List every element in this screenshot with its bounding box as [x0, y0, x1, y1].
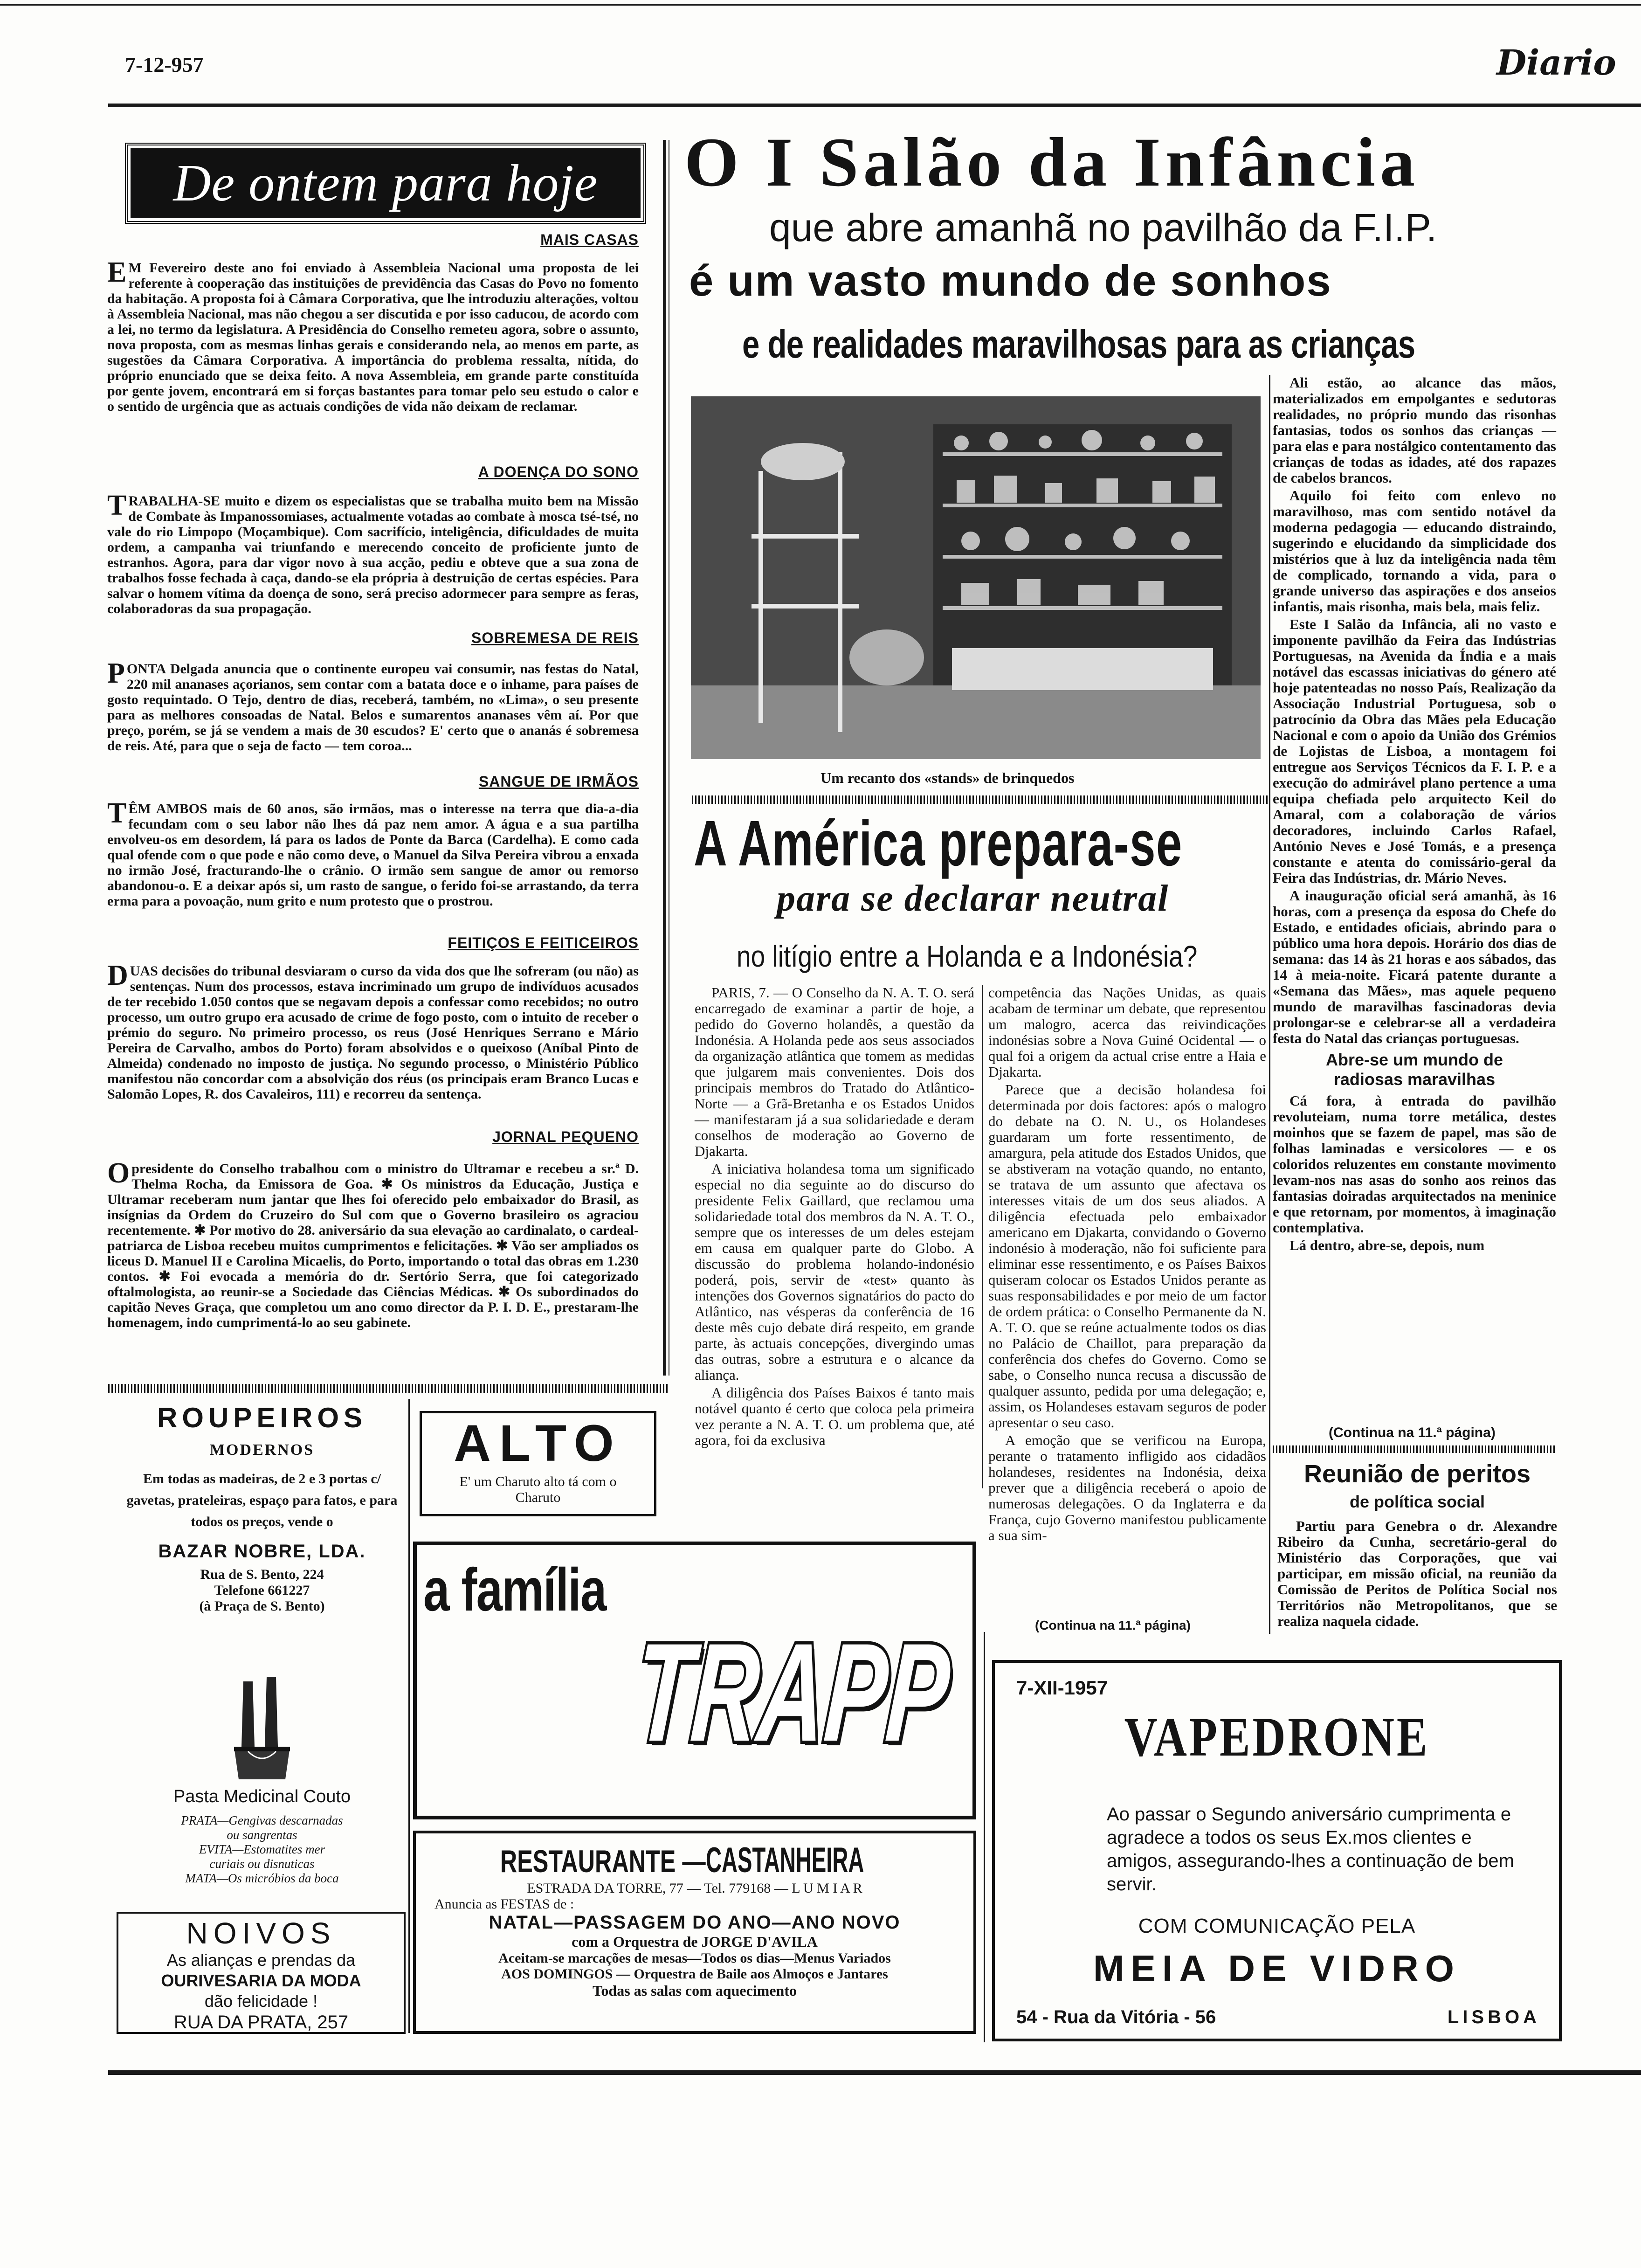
masthead: Diario [1496, 43, 1616, 83]
castanheira-line: Anuncia as FESTAS de : [434, 1896, 574, 1912]
salao-photo-caption: Um recanto dos «stands» de brinquedos [820, 769, 1075, 786]
ad-roupeiros [114, 1399, 410, 1658]
castanheira-line: com a Orquestra de JORGE D'AVILA [572, 1933, 818, 1950]
heading-feiticos: FEITIÇOS E FEITICEIROS [448, 934, 639, 951]
vapedrone-line-2: MEIA DE VIDRO [1093, 1948, 1461, 1989]
article-sobremesa-reis: PONTA Delgada anuncia que o continente europeu vai consumir, nas festas do Natal, 220 mil ananases açorianos, sem contar com a batata doce e o inhame, para países de gosto requintado. O Tejo, dentro de dias, receberá, também, no «Lima», o seu presente para as melhores consoadas de Natal. Belos e sumarentos ananases vêm aí. Por que preço, porém, se já se vendem a mais de 30 escudos? E' certo que o ananás é sobremesa de reis. Até, para que o seja de facto — tem coroa... [107, 657, 639, 754]
heading-mais-casas: MAIS CASAS [540, 231, 639, 248]
couto-line: curiais ou disnuticas [209, 1857, 315, 1871]
article-mais-casas: EM Fevereiro deste ano foi enviado à Assembleia Nacional uma proposta de lei referente à cooperação das instituições de previdência das Casas do Povo no fomento da habitação. A proposta foi à Câmara Corporativa, que lhe introduziu alterações, voltou à Assembleia Nacional, mas não chegou a ser discutida e por isso caducou, de acordo com a lei, no termo da legislatura. A Presidência do Conselho remeteu agora, sobre o assunto, nova proposta, com as mesmas linhas gerais e considerando nela, ao menos em parte, as sugestões da Câmara Corporativa. A importância do problema ressalta, nítida, do próprio enunciado que se deixa feito. A nova Assembleia, em grande parte constituída por gente jovem, encontrará em si forças bastantes para tomar pelo seu estudo o calor e o sentido de urgência que as actuais condições de vida não deixam de reclamar. [107, 256, 639, 414]
article-feiticos: DUAS decisões do tribunal desviaram o curso da vida dos que lhe sofreram (ou não) as sentenças. Num dos processos, estava incriminado um grupo de indivíduos acusados de ter recebido 1.050 contos que se negavam depois a confessar como recebidos; no outro processo, um outro grupo era acusado de crime de fogo posto, com o intuito de receber o prémio do seguro. No primeiro processo, os reus (José Henriques Serrano e Mário Pereira de Carvalho, ambos do Porto) foram absolvidos e o queixoso (Aníbal Pinto de Almeida) condenado no imposto de justiça. No segundo processo, o Ministério Público manifestou não concordar com a absolvição dos réus (os principais eram Branco Lucas e Salomão Lopes, R. dos Cavaleiros, 111) e recorreu da sentença. [107, 960, 639, 1102]
castanheira-title-a: RESTAURANTE — [500, 1844, 706, 1879]
ad-vapedrone [992, 1660, 1562, 2041]
noivos-store: OURIVESARIA DA MODA [161, 1971, 361, 1990]
castanheira-line: AOS DOMINGOS — Orquestra de Baile aos Almoços e Jantares [501, 1966, 888, 1982]
america-headline: A América prepara-se [694, 808, 1183, 879]
castanheira-line: Aceitam-se marcações de mesas—Todos os dias—Menus Variados [498, 1950, 891, 1966]
heading-sangue-irmaos: SANGUE DE IRMÃOS [478, 773, 639, 790]
reuniao-title: Reunião de peritos [1303, 1460, 1531, 1488]
issue-date: 7-12-957 [125, 53, 204, 76]
salao-headline-4: e de realidades maravilhosas para as crianças [742, 322, 1415, 366]
ad-alto [420, 1411, 656, 1516]
salao-paragraph: Lá dentro, abre-se, depois, num [1289, 1237, 1485, 1253]
america-paragraph: Parece que a decisão holandesa foi determinada por dois factores: após o malogro do debate na O. N. U., os Holandeses guardaram um forte ressentimento, de amargura, pela atitude dos Estados Unidos, que se abstiveram na votação quando, no entanto, se tratava de um assunto que afectava os interesses vitais de um dos seus aliados. A diligência efectuada pelo embaixador americano em Djakarta, convidando o Governo indonésio à moderação, não foi suficiente para eliminar esse ressentimento, e os Países Baixos quiseram colocar os Estados Unidos perante as suas responsabilidades e por meio de um factor de ordem prática: o Conselho Permanente da N. A. T. O. que se reúne actualmente todos os dias no Palácio de Chaillot, para preparação da conferência dos chefes do Governo. Como se sabe, o Conselho nunca recusa a discussão de qualquer assunto, pedida por uma delegação; e, assim, os Holandeses estavam seguros de poder apresentar o seu caso. [988, 1081, 1266, 1431]
reuniao-text: Partiu para Genebra o dr. Alexandre Ribeiro da Cunha, secretário-geral do Ministério das Corporações, que vai participar, em missão oficial, na reunião da Comissão de Peritos de Política Social nos Territórios não Metropolitanos, que se realiza naquela cidade. [1277, 1518, 1557, 1629]
toothpaste-icon [215, 1677, 309, 1784]
america-paragraph: A emoção que se verificou na Europa, perante o tratamento infligido aos cidadãos holandeses, residentes na Indonésia, deixa prever que a diligência receberá o apoio de numerosas delegações. O da Inglaterra e da França, cujo Governo manifestou publicamente a sua sim- [988, 1432, 1266, 1543]
america-question: no litígio entre a Holanda e a Indonésia? [737, 940, 1198, 973]
roupeiros-subtitle: MODERNOS [209, 1441, 315, 1459]
salao-paragraph: Aquilo foi feito com enlevo no maravilhoso, mas com sentido notável da moderna pedagogia — educando distraindo, sugerindo e elucidando da simplicidade dos mistérios que à luz da inteligência nada têm de complicado, tornando a vida, para o grande universo das aspirações e dos anseios infantis, mais risonha, mais bela, mais feliz. [1273, 487, 1556, 615]
ad-trapp [413, 1542, 976, 1819]
salao-subheadline: que abre amanhã no pavilhão da F.I.P. [769, 206, 1437, 249]
salao-paragraph: Cá fora, à entrada do pavilhão revoluteiam, numa torre metálica, destes moinhos que se fazem de papel, mas são de folhas laminadas e versicolores — e os coloridos reluzentes em constante movimento levam-nos nas asas do sonho aos reinos das fantasias doiradas arquitectados na meninice e que retornam, por momentos, à imaginação contemplativa. [1273, 1093, 1556, 1236]
couto-line: PRATA—Gengivas descarnadas [181, 1813, 343, 1827]
salao-headline: O I Salão da Infância [684, 124, 1420, 201]
noivos-address: RUA DA PRATA, 257 [173, 2012, 349, 2033]
america-column-2 [988, 985, 1266, 1545]
america-paragraph: A diligência dos Países Baixos é tanto mais notável quanto é certo que coloca pela primeira vez perante a N. A. T. O. um problema que, até agora, foi da exclusiva [695, 1384, 974, 1448]
ad-couto [114, 1677, 410, 1905]
vapedrone-text: Ao passar o Segundo aniversário cumprimenta e agradece a todos os seus Ex.mos clientes e amigos, assegurando-lhes a continuação de bem servir. [1107, 1804, 1514, 1895]
alto-text: E' um Charuto alto tá com o Charuto [459, 1474, 617, 1505]
roupeiros-text: Em todas as madeiras, de 2 e 3 portas c/ gavetas, prateleiras, espaço para fatos, e para todos os preços, vende o [126, 1471, 398, 1529]
vapedrone-title: VAPEDRONE [1124, 1706, 1430, 1768]
couto-name: Pasta Medicinal Couto [173, 1787, 351, 1806]
salao-subhead: Abre-se um mundo de radiosas maravilhas [1325, 1050, 1503, 1089]
vapedrone-line: COM COMUNICAÇÃO PELA [1138, 1915, 1416, 1937]
salao-paragraph: Ali estão, ao alcance das mãos, materializados em empolgantes e sedutoras realidades, no próprio mundo das risonhas fantasias, todos os sonhos das crianças — para elas e para nostálgico contentamento das crianças de todas as idades, até dos rapazes de cabelos brancos. [1273, 374, 1556, 486]
trapp-line-1: a família [423, 1556, 606, 1624]
noivos-title: NOIVOS [186, 1916, 336, 1950]
salao-paragraph: Este I Salão da Infância, ali no vasto e imponente pavilhão da Feira das Indústrias Portuguesas, na Avenida da Índia e a mais notável das escassas iniciativas do género até hoje patenteadas no nosso País, Realização da Associação Industrial Portuguesa, sob o patrocínio da Obra das Mães pela Educação Nacional e com o apoio da União dos Grémios de Lojistas de Lisboa, a montagem foi entregue aos Serviços Técnicos da F. I. P. e a execução do admirável plano pertence a uma equipa chefiada pelo arquitecto Keil do Amaral, com a colaboração de vários decoradores, incluindo Carlos Rafael, António Neves e José Tomás, e a presença constante e atenta do comissário-geral da Feira das Indústrias, dr. Mário Neves. [1273, 616, 1556, 886]
noivos-line: dão felicidade ! [204, 1991, 318, 2011]
salao-continued: (Continua na 11.ª página) [1329, 1425, 1496, 1440]
ad-noivos [117, 1912, 406, 2034]
vapedrone-date: 7-XII-1957 [1016, 1677, 1108, 1699]
couto-line: ou sangrentas [227, 1828, 297, 1842]
america-paragraph: A iniciativa holandesa toma um significado especial no dia seguinte ao do discurso do presidente Felix Gaillard, que reclamou uma solidariedade total dos membros da N. A. T. O., sempre que os interesses de um deles estejam em causa em qualquer parte do Globo. A discussão do problema holando-indonésio poderá, pois, servir de «test» quanto às intenções dos Governos signatários do pacto do Atlântico, nas vésperas da conferência de 16 deste mês cujo debate dirá respeito, em grande parte, às actuais concepções, divergindo umas das outras, sobre a estrutura e o alcance da aliança. [695, 1161, 974, 1383]
roupeiros-title: ROUPEIROS [157, 1402, 367, 1433]
couto-line: MATA—Os micróbios da boca [185, 1871, 339, 1885]
america-paragraph: competência das Nações Unidas, as quais acabam de terminar um debate, que representou um malogro, acerca das reivindicações indonésias sobre a Nova Guiné Ocidental — o qual foi a origem da actual crise entre a Haia e Djakarta. [988, 984, 1266, 1080]
article-jornal-pequeno: Opresidente do Conselho trabalhou com o ministro do Ultramar e recebeu a sr.ª D. Thelma Rocha, da Emissora de Goa. ✱ Os ministros da Educação, Justiça e Ultramar receberam num jantar que lhes foi oferecido pelo embaixador do Brasil, as insígnias da Ordem do Cruzeiro do Sul com que o Governo brasileiro os agraciou recentemente. ✱ Por motivo do 28. aniversário da sua elevação ao cardinalato, o cardeal-patriarca de Lisboa recebeu muitos cumprimentos e felicitações. ✱ Vão ser ampliados os liceus D. Manuel II e Carolina Micaelis, do Porto, importando o total das obras em 1.230 contos. ✱ Foi evocada a memória do dr. Sertório Serra, que foi categorizado oftalmologista, ao reunir-se a Sociedade das Ciências Médicas. ✱ Os subordinados do capitão Neves Graça, que completou um ano como director da P. I. D. E., prestaram-lhe homenagem, indo cumprimentá-lo ao seu gabinete. [107, 1157, 639, 1330]
heading-sobremesa-reis: SOBREMESA DE REIS [471, 629, 639, 646]
salao-photo [691, 396, 1261, 759]
castanheira-title [416, 1840, 973, 1881]
castanheira-title-b: CASTANHEIRA [706, 1840, 864, 1880]
heading-jornal-pequeno: JORNAL PEQUENO [492, 1128, 639, 1145]
castanheira-address: ESTRADA DA TORRE, 77 — Tel. 779168 — L U M I A R [527, 1881, 862, 1896]
section-banner [131, 148, 641, 218]
reuniao-subtitle: de política social [1349, 1492, 1485, 1511]
castanheira-feasts: NATAL—PASSAGEM DO ANO—ANO NOVO [489, 1912, 901, 1933]
castanheira-line: Todas as salas com aquecimento [593, 1982, 797, 1999]
salao-paragraph: A inauguração oficial será amanhã, às 16 horas, com a presença da esposa do Chefe do Estado, e entidades oficiais, abrindo para o público uma hora depois. Horário dos dias de semana: das 14 às 21 horas e aos sábados, das 14 à meia-noite. Ficará patente durante a «Semana das Mães», mas aquele pequeno mundo de maravilhas fascinadoras devia prolongar-se e celebrar-se all a verdadeira festa do Natal das crianças portuguesas. [1273, 887, 1556, 1046]
article-doenca-sono: TRABALHA-SE muito e dizem os especialistas que se trabalha muito bem na Missão de Combate às Impanossomiases, actualmente votadas ao combate à mosca tsé-tsé, no vale do rio Limpopo (Moçambique). Com sacrifício, inteligência, dificuldades de muita ordem, a campanha vai triunfando e merecendo conceito de proficiente junto de estranhos. Agora, para dar vigor novo à sua acção, pediu e obteve que a sua zona de trabalhos fosse fechada à caça, dando-se ela própria à destruição de certas espécies. Para salvar o homem vítima da doença de sono, será preciso adormecer para sempre as feras, colaboradoras da sua propagação. [107, 490, 639, 616]
alto-title: ALTO [454, 1415, 622, 1472]
roupeiros-location: (à Praça de S. Bento) [199, 1598, 325, 1614]
roupeiros-phone: Telefone 661227 [214, 1583, 310, 1598]
trapp-line-2: TRAPP [630, 1614, 954, 1770]
noivos-line: As alianças e prendas da [166, 1950, 356, 1970]
america-continued: (Continua na 11.ª página) [1035, 1618, 1191, 1632]
vapedrone-city: LISBOA [1447, 2007, 1540, 2027]
salao-article [1273, 375, 1556, 1255]
roupeiros-address: Rua de S. Bento, 224 [200, 1567, 324, 1582]
roupeiros-store: BAZAR NOBRE, LDA. [158, 1541, 366, 1562]
article-sangue-irmaos: TÊM AMBOS mais de 60 anos, são irmãos, mas o interesse na terra que dia-a-dia fecundam com o seu labor não lhes dá paz nem amor. A água e a sua partilha envolveu-os em desordem, lá para os lados de Ponte da Barca (Cardelha). E como cada qual ofende com o que pode e não como deve, o Manuel da Silva Pereira vibrou a enxada no irmão José, fracturando-lhe o crânio. O irmão sem sangue de amor ou remorso abandonou-o. E a deixar após si, um rasto de sangue, o ferido foi-se arrastando, da terra erma para a povoação, num grito e num protesto que o prostrou. [107, 797, 639, 909]
ad-castanheira [413, 1831, 976, 2034]
salao-headline-3: é um vasto mundo de sonhos [689, 256, 1332, 305]
toy-stand-illustration [691, 396, 1261, 759]
section-banner-text: De ontem para hoje [173, 154, 598, 212]
america-column-1 [695, 985, 974, 1450]
america-paragraph: PARIS, 7. — O Conselho da N. A. T. O. será encarregado de examinar a partir de hoje, a pedido do Governo holandês, a questão da Indonésia. A Holanda pede aos seus associados da organização atlântica que tomem as medidas que julgarem mais convenientes. Dois dos principais membros do Tratado do Atlântico-Norte — a Grã-Bretanha e os Estados Unidos — manifestaram já a sua solidariedade e deram conselhos de moderação ao Governo de Djakarta. [695, 984, 974, 1159]
vapedrone-address: 54 - Rua da Vitória - 56 [1016, 2007, 1216, 2027]
heading-doenca-sono: A DOENÇA DO SONO [478, 463, 639, 480]
couto-line: EVITA—Estomatites mer [199, 1842, 325, 1856]
america-subheadline: para se declarar neutral [777, 878, 1169, 919]
